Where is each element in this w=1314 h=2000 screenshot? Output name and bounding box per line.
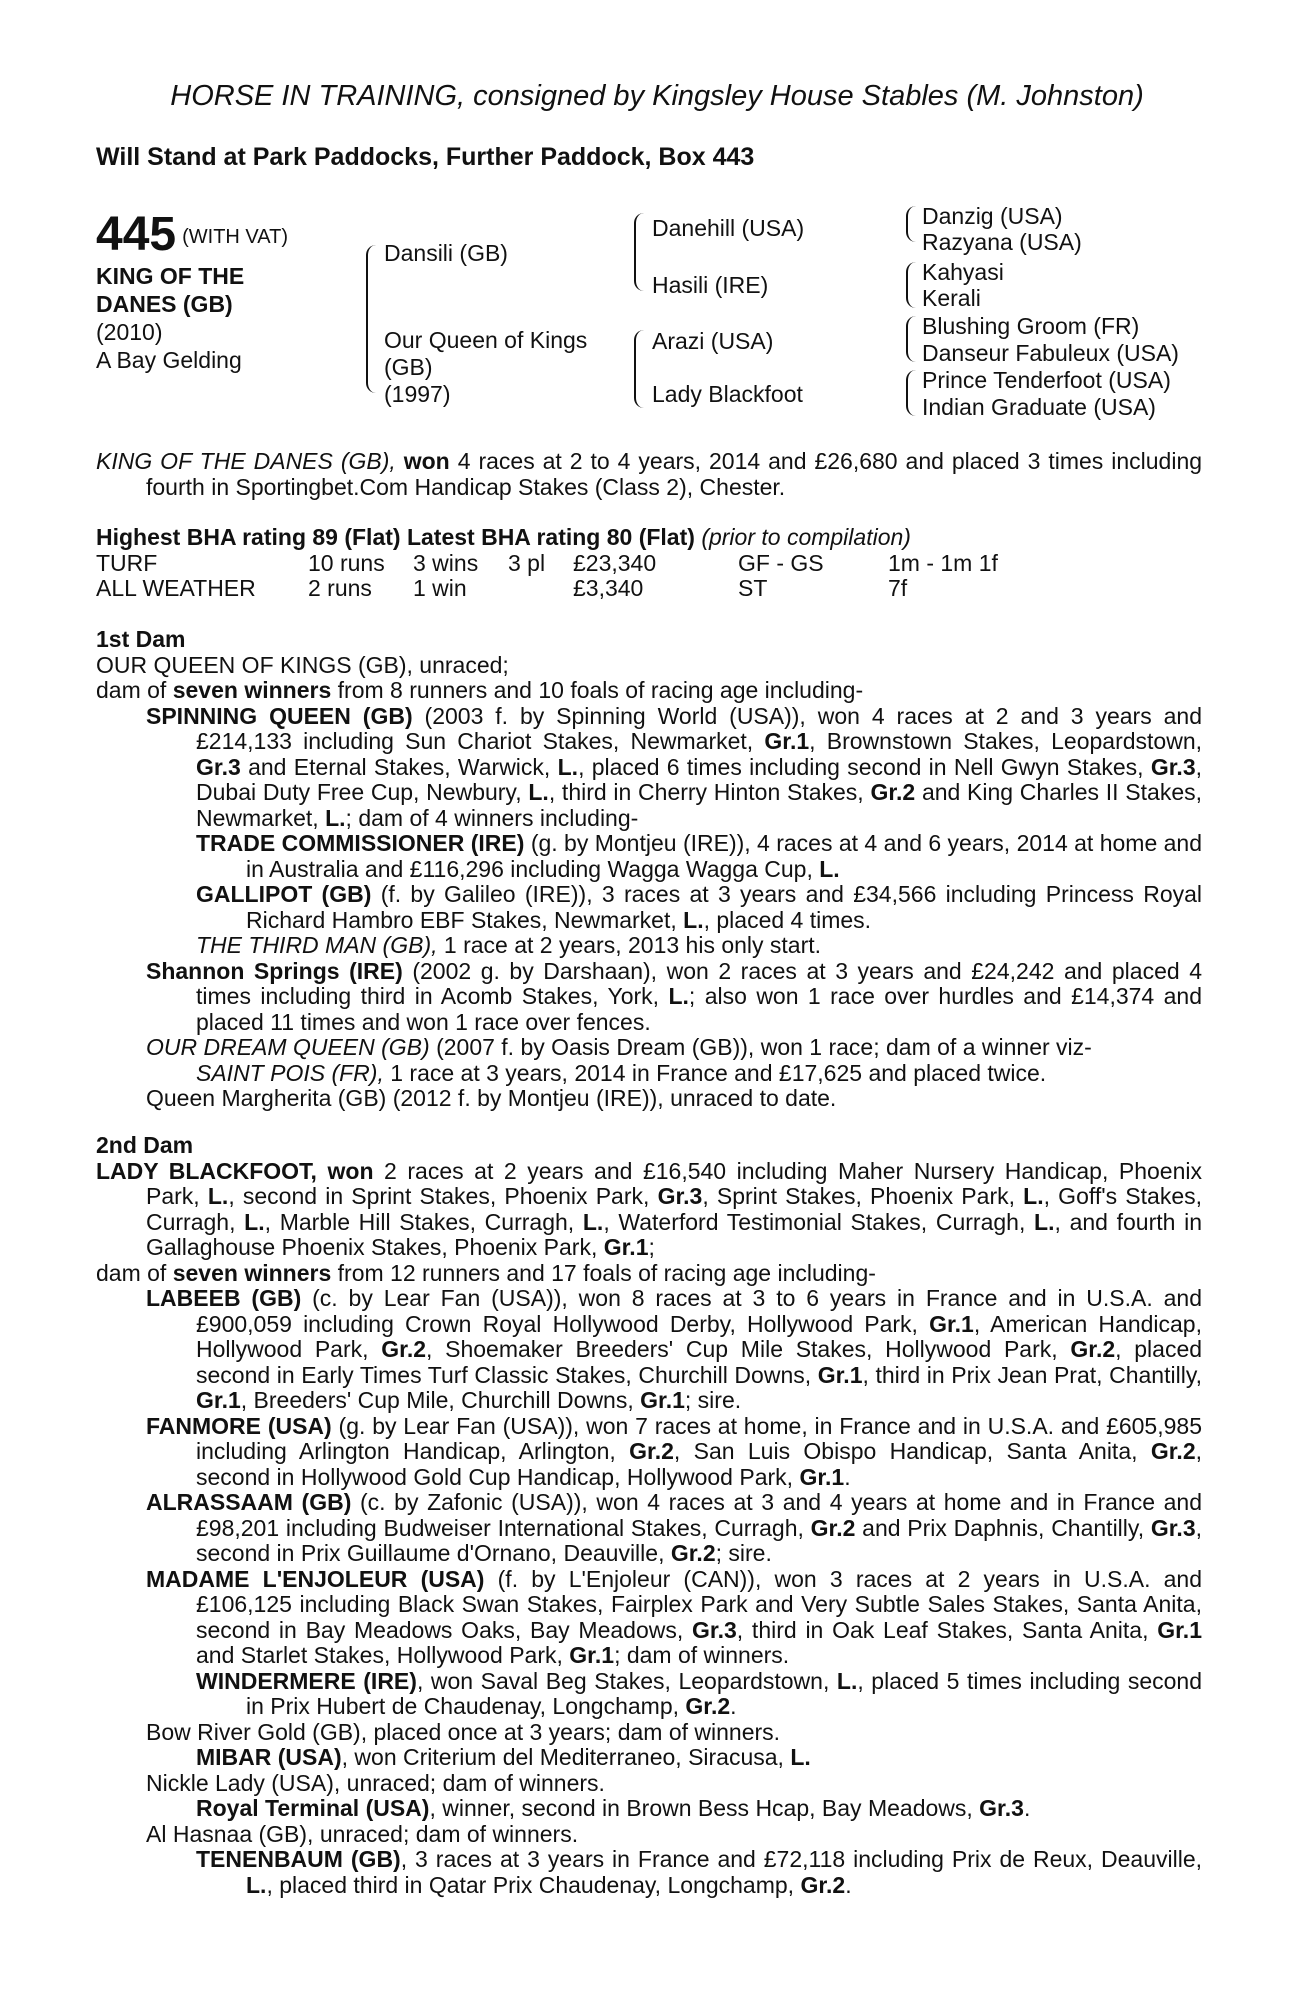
progeny-entry xyxy=(96,1286,1202,1414)
first-dam-section xyxy=(96,627,1202,1112)
dams-dam: Lady Blackfoot xyxy=(652,381,803,407)
grade: L. xyxy=(582,1208,604,1235)
table-row xyxy=(96,551,998,576)
lot-number-line xyxy=(96,210,356,262)
table-cell: 7f xyxy=(888,574,908,601)
sire: Dansili (GB) xyxy=(384,240,508,266)
text-span: seven winners xyxy=(172,1259,332,1286)
table-cell: £23,340 xyxy=(573,549,657,576)
horse-name-1: KING OF THE xyxy=(96,263,245,290)
text-span: (2007 f. by Oasis Dream (GB)), won 1 race; dam of a winner viz- xyxy=(436,1034,1092,1060)
text-span: 1 race at 3 years, 2014 in France and £17,625 and placed twice. xyxy=(390,1059,1047,1086)
grade: L. xyxy=(244,1208,265,1235)
text-span: , placed 6 times including second in Nell Gwyn Stakes, xyxy=(578,753,1144,780)
summary-won: won xyxy=(403,448,450,474)
grade: L. xyxy=(325,804,346,831)
pedigree-brace xyxy=(634,330,644,408)
progeny-entry xyxy=(96,1490,1202,1567)
text-span: , placed third in Qatar Prix Chaudenay, Longchamp, xyxy=(266,1871,795,1898)
horse-name: LABEEB (GB) xyxy=(146,1285,302,1311)
grade: L. xyxy=(819,855,840,882)
text-span: , Dubai Duty Free Cup, Newbury, xyxy=(196,753,1203,805)
dam-line-1: Our Queen of Kings xyxy=(384,327,588,353)
foaling-year: (2010) xyxy=(96,319,163,346)
race-summary xyxy=(96,449,1202,500)
grand-ancestor: Danseur Fabuleux (USA) xyxy=(922,340,1179,366)
rating-heading: Highest BHA rating 89 (Flat) Latest BHA rating 80 (Flat) xyxy=(96,524,695,550)
table-cell: 2 runs xyxy=(308,574,372,601)
summary-text: 4 races at 2 to 4 years, 2014 and £26,680 and placed 3 times including fourth in Sportingbet.Com Handicap Stakes (Class 2), Chester. xyxy=(146,448,1203,500)
progeny-entry: Queen Margherita (GB) (2012 f. by Montjeu (IRE)), unraced to date. xyxy=(146,1085,837,1111)
text-span: , third in Cherry Hinton Stakes, xyxy=(548,779,864,805)
table-cell: ALL WEATHER xyxy=(96,574,256,601)
text-span: ; xyxy=(648,1234,655,1260)
text-span: ; sire. xyxy=(684,1387,742,1413)
text-span: , third in Prix Jean Prat, Chantilly, xyxy=(862,1361,1203,1388)
grade: Gr.3 xyxy=(1150,1514,1196,1541)
grade: L. xyxy=(1023,1183,1044,1209)
progeny-entry xyxy=(96,831,1202,882)
second-dam-heading: 2nd Dam xyxy=(96,1132,194,1158)
progeny-entry xyxy=(96,882,1202,933)
table-cell: £3,340 xyxy=(573,574,644,601)
grand-ancestor: Indian Graduate (USA) xyxy=(922,394,1156,420)
summary-name: KING OF THE DANES (GB), xyxy=(96,448,396,474)
table-cell: 10 runs xyxy=(308,549,385,576)
table-cell: 1m - 1m 1f xyxy=(888,549,998,576)
dam-line-2: (GB) xyxy=(384,354,433,380)
horse-name: WINDERMERE (IRE) xyxy=(196,1667,417,1694)
text-span: 2 races at 2 years and £16,540 including Maher Nursery Handicap, Phoenix Park, xyxy=(146,1157,1202,1209)
grade: Gr.1 xyxy=(196,1387,241,1413)
second-dam-record xyxy=(96,1159,1202,1261)
text-span: from 12 runners and 17 foals of racing age including- xyxy=(337,1259,876,1286)
pedigree-brace xyxy=(366,245,376,393)
horse-name: GALLIPOT (GB) xyxy=(196,881,372,907)
grade: L. xyxy=(683,906,704,933)
horse-name: Royal Terminal (USA) xyxy=(196,1795,430,1821)
grade: Gr.2 xyxy=(381,1336,427,1362)
progeny-entry xyxy=(96,1745,1202,1771)
pedigree-brace xyxy=(906,262,916,308)
table-cell: 3 wins xyxy=(413,549,479,576)
dam-line-3: (1997) xyxy=(384,381,451,407)
grade: Gr.2 xyxy=(685,1693,731,1719)
horse-name: TENENBAUM (GB) xyxy=(196,1846,401,1872)
progeny-entry xyxy=(96,959,1202,1036)
grade: Gr.1 xyxy=(640,1387,685,1413)
grand-ancestor: Kahyasi xyxy=(922,259,1004,285)
grade: L. xyxy=(836,1667,858,1694)
text-span: , winner, second in Brown Bess Hcap, Bay Meadows, xyxy=(429,1795,973,1821)
text-span: , Shoemaker Breeders' Cup Mile Stakes, Hollywood Park, xyxy=(426,1336,1058,1362)
table-cell: GF - GS xyxy=(738,549,824,576)
text-span: and Prix Daphnis, Chantilly, xyxy=(862,1514,1145,1541)
grade: Gr.2 xyxy=(870,779,916,805)
horse-name: Shannon Springs (IRE) xyxy=(146,957,403,984)
grade: Gr.2 xyxy=(1070,1336,1116,1362)
grade: Gr.3 xyxy=(196,753,241,780)
table-cell: ST xyxy=(738,574,768,601)
progeny-entry: Al Hasnaa (GB), unraced; dam of winners. xyxy=(146,1820,579,1847)
table-row xyxy=(96,576,998,601)
race-record-table xyxy=(96,551,998,601)
horse-name: TRADE COMMISSIONER (IRE) xyxy=(196,830,525,856)
text-span: (c. by Zafonic (USA)), won 4 races at 3 and 4 years at home and in France and £98,201 including Budweiser International Stakes, Curragh, xyxy=(196,1489,1203,1541)
grade: L. xyxy=(668,983,689,1009)
sires-sire: Danehill (USA) xyxy=(652,215,805,241)
text-span: , second in Prix Guillaume d'Ornano, Deauville, xyxy=(196,1514,1203,1566)
grade: Gr.3 xyxy=(1150,753,1196,780)
grade: Gr.1 xyxy=(817,1361,863,1388)
text-span: and King Charles II Stakes, Newmarket, xyxy=(196,779,1203,831)
table-cell xyxy=(508,576,573,601)
text-span: dam of xyxy=(96,677,167,703)
progeny-entry xyxy=(96,1847,1202,1898)
text-span: and Starlet Stakes, Hollywood Park, xyxy=(196,1642,563,1668)
grand-ancestor: Prince Tenderfoot (USA) xyxy=(922,367,1171,393)
text-span: , second in Sprint Stakes, Phoenix Park, xyxy=(228,1183,650,1209)
text-span: from 8 runners and 10 foals of racing age including- xyxy=(337,677,864,703)
pedigree-brace xyxy=(906,316,916,362)
text-span: , third in Oak Leaf Stakes, Santa Anita, xyxy=(736,1616,1149,1643)
progeny-entry xyxy=(96,1061,1202,1087)
grade: L. xyxy=(528,779,549,805)
grade: Gr.2 xyxy=(810,1514,856,1541)
table-cell: TURF xyxy=(96,549,158,576)
vat-note: (WITH VAT) xyxy=(182,226,288,249)
progeny-entry xyxy=(96,704,1202,832)
text-span: , American Handicap, Hollywood Park, xyxy=(196,1310,1202,1362)
grade: Gr.3 xyxy=(979,1795,1024,1821)
table-cell: 1 win xyxy=(413,574,467,601)
grade: L. xyxy=(1034,1208,1055,1235)
text-span: ; sire. xyxy=(715,1540,772,1566)
text-span: ; dam of 4 winners including- xyxy=(345,804,639,831)
grade: Gr.1 xyxy=(764,728,810,754)
progeny-entry xyxy=(96,1669,1202,1720)
text-span: , won Criterium del Mediterraneo, Siracusa, xyxy=(341,1744,784,1770)
text-span: . xyxy=(845,1871,852,1898)
horse-name-2: DANES (GB) xyxy=(96,291,233,318)
grade: Gr.3 xyxy=(657,1183,703,1209)
grade: Gr.2 xyxy=(1150,1438,1196,1464)
text-span: seven winners xyxy=(172,677,332,703)
text-span: (f. by L'Enjoleur (CAN)), won 3 races at 2 years in U.S.A. and £106,125 including Black Swan Stakes, Fairplex Park and Very Subtle Sales Stakes, Santa Anita, second in Bay Meadows Oaks, Bay Meadows, xyxy=(196,1565,1203,1643)
horse-name: OUR DREAM QUEEN (GB) xyxy=(146,1034,430,1060)
first-dam-name: OUR QUEEN OF KINGS (GB), unraced; xyxy=(96,651,509,678)
horse-name: MADAME L'ENJOLEUR (USA) xyxy=(146,1565,485,1592)
lot-info xyxy=(96,210,356,374)
grade: Gr.1 xyxy=(929,1310,974,1337)
text-span: (g. by Montjeu (IRE)), 4 races at 4 and 6 years, 2014 at home and in Australia and £116,296 including Wagga Wagga Cup, xyxy=(246,830,1203,882)
text-span: ; dam of winners. xyxy=(614,1642,790,1668)
grade: L. xyxy=(557,753,579,780)
text-span: ; also won 1 race over hurdles and £14,374 and placed 11 times and won 1 race over fences. xyxy=(196,983,1202,1035)
text-span: (2003 f. by Spinning World (USA)), won 4 races at 2 and 3 years and £214,133 including Sun Chariot Stakes, Newmarket, xyxy=(196,702,1203,754)
text-span: , and fourth in Gallaghouse Phoenix Stakes, Phoenix Park, xyxy=(146,1208,1203,1260)
text-span: and Eternal Stakes, Warwick, xyxy=(248,753,551,780)
text-span: , placed second in Early Times Turf Classic Stakes, Churchill Downs, xyxy=(196,1336,1203,1388)
grade: L. xyxy=(246,1871,267,1898)
text-span: (c. by Lear Fan (USA)), won 8 races at 3 to 6 years in France and in U.S.A. and £900,059 including Crown Royal Hollywood Derby, Hollywood Park, xyxy=(196,1285,1203,1337)
second-dam-section xyxy=(96,1133,1202,1898)
grade: Gr.1 xyxy=(1157,1616,1202,1643)
grand-ancestor: Danzig (USA) xyxy=(922,203,1063,229)
text-span: , Brownstown Stakes, Leopardstown, xyxy=(809,728,1203,754)
text-span: (g. by Lear Fan (USA)), won 7 races at home, in France and in U.S.A. and £605,985 including Arlington Handicap, Arlington, xyxy=(196,1412,1202,1464)
horse-name: THE THIRD MAN (GB), xyxy=(196,932,438,958)
horse-name: SPINNING QUEEN (GB) xyxy=(146,702,413,729)
text-span: , won Saval Beg Stakes, Leopardstown, xyxy=(416,1667,830,1694)
text-span: dam of xyxy=(96,1259,167,1286)
pedigree-brace xyxy=(906,370,916,416)
progeny-entry xyxy=(96,1796,1202,1822)
grade: L. xyxy=(207,1183,229,1209)
text-span: , placed 5 times including second in Prix Hubert de Chaudenay, Longchamp, xyxy=(246,1667,1202,1719)
text-span: (f. by Galileo (IRE)), 3 races at 3 years and £34,566 including Princess Royal Richard Hambro EBF Stakes, Newmarket, xyxy=(246,881,1203,933)
text-span: , placed 4 times. xyxy=(703,906,872,933)
grade: L. xyxy=(790,1744,811,1770)
progeny-entry xyxy=(96,933,1202,959)
progeny-entry xyxy=(96,1035,1202,1061)
text-span: , second in Hollywood Gold Cup Handicap, Hollywood Park, xyxy=(196,1438,1203,1490)
rating-section xyxy=(96,525,1202,601)
table-cell: 3 pl xyxy=(508,549,546,576)
grand-ancestor: Kerali xyxy=(922,285,981,311)
grade: Gr.3 xyxy=(692,1616,737,1643)
lot-number: 445 xyxy=(96,208,177,261)
text-span: , Waterford Testimonial Stakes, Curragh, xyxy=(603,1208,1026,1235)
sires-dam: Hasili (IRE) xyxy=(652,272,769,298)
text-span: won xyxy=(327,1157,374,1184)
first-dam-heading: 1st Dam xyxy=(96,626,186,652)
stand-location: Will Stand at Park Paddocks, Further Paddock, Box 443 xyxy=(96,143,755,171)
dams-sire: Arazi (USA) xyxy=(652,328,774,354)
grade: Gr.1 xyxy=(799,1463,845,1490)
text-span: . xyxy=(730,1693,737,1719)
text-span: . xyxy=(1023,1795,1031,1821)
text-span: 1 race at 2 years, 2013 his only start. xyxy=(443,932,822,958)
text-span: , Sprint Stakes, Phoenix Park, xyxy=(702,1183,1015,1209)
grand-ancestor: Razyana (USA) xyxy=(922,229,1082,255)
grand-ancestor: Blushing Groom (FR) xyxy=(922,313,1140,339)
horse-name: SAINT POIS (FR), xyxy=(196,1059,384,1086)
rating-note: (prior to compilation) xyxy=(701,524,911,550)
grade: Gr.2 xyxy=(670,1540,716,1566)
progeny-entry: Nickle Lady (USA), unraced; dam of winners. xyxy=(146,1769,605,1796)
horse-name: ALRASSAAM (GB) xyxy=(146,1489,352,1515)
text-span: , Breeders' Cup Mile, Churchill Downs, xyxy=(240,1387,634,1413)
grade: Gr.1 xyxy=(569,1642,615,1668)
text-span: , Goff's Stakes, Curragh, xyxy=(146,1183,1202,1235)
page-header: HORSE IN TRAINING, consigned by Kingsley House Stables (M. Johnston) xyxy=(170,80,1144,112)
horse-description: A Bay Gelding xyxy=(96,347,242,374)
pedigree-brace xyxy=(906,206,916,242)
grade: Gr.1 xyxy=(603,1234,649,1260)
pedigree-brace xyxy=(634,213,644,291)
text-span: , Marble Hill Stakes, Curragh, xyxy=(264,1208,575,1235)
progeny-entry xyxy=(96,1414,1202,1491)
grade: Gr.2 xyxy=(800,1871,846,1898)
text-span: , San Luis Obispo Handicap, Santa Anita, xyxy=(673,1438,1138,1464)
progeny-entry xyxy=(96,1567,1202,1669)
text-span: , 3 races at 3 years in France and £72,118 including Prix de Reux, Deauville, xyxy=(400,1846,1203,1872)
horse-name: MIBAR (USA) xyxy=(196,1744,342,1770)
horse-name: LADY BLACKFOOT, xyxy=(96,1157,317,1184)
progeny-entry: Bow River Gold (GB), placed once at 3 years; dam of winners. xyxy=(146,1718,781,1745)
horse-name: FANMORE (USA) xyxy=(146,1412,332,1439)
text-span: (2002 g. by Darshaan), won 2 races at 3 years and £24,242 and placed 4 times including third in Acomb Stakes, York, xyxy=(196,957,1203,1009)
grade: Gr.2 xyxy=(629,1438,674,1464)
text-span: . xyxy=(844,1463,851,1490)
